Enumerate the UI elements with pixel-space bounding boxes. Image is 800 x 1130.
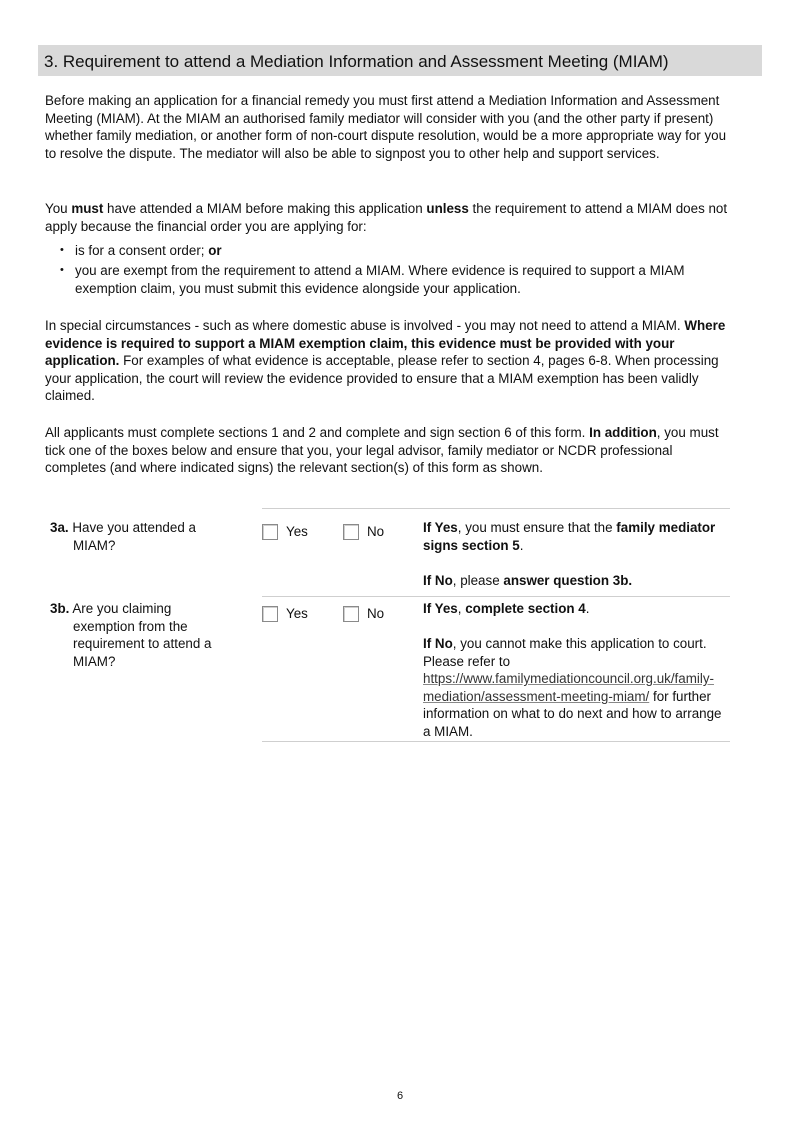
q3b-no-text: , you cannot make this application to court. Please refer to (423, 636, 707, 669)
question-3a (50, 519, 235, 554)
q3a-if-yes-instruction (423, 519, 733, 554)
intro-text: Before making an application for a financial remedy you must first attend a Mediation Information and Assessment Meeting (MIAM). At the MIAM an authorised family mediator will consider with you (and the other party if present) whether family mediation, or another form of non-court dispute resolution, would be a more appropriate way for you to resolve the dispute. The mediator will also be able to signpost you to other help and support services. (45, 93, 727, 161)
q3a-if-yes: If Yes (423, 520, 458, 535)
question-3b-number: 3b. (50, 601, 70, 616)
question-3a-label: Have you attended a (68, 520, 196, 535)
q3b-yes-text: , (457, 601, 466, 616)
table-mid-rule (262, 596, 730, 597)
q3a-yes-end: . (519, 537, 524, 553)
q3b-no-text-2: for further information on what to do next and how to arrange a MIAM. (423, 688, 722, 739)
table-top-rule (262, 508, 730, 509)
special-text-1: In special circumstances - such as where domestic abuse is involved - you may not need to attend a MIAM. (45, 318, 685, 333)
must-paragraph (45, 200, 735, 235)
q3b-if-no-instruction (423, 635, 723, 740)
q3b-yes-label: Yes (286, 606, 308, 621)
q3b-yes-end: . (585, 601, 590, 616)
special-circumstances-paragraph (45, 317, 735, 405)
question-3a-label-cont: MIAM? (73, 537, 116, 553)
q3a-yes-option[interactable] (262, 523, 308, 540)
page-number: 6 (396, 1090, 404, 1102)
bullet-consent-order (60, 242, 735, 260)
q3b-yes-bold: complete section 4 (465, 601, 586, 616)
intro-paragraph (45, 92, 735, 162)
in-addition-bold: In addition (589, 425, 657, 440)
q3a-no-option[interactable] (343, 523, 384, 540)
q3b-if-no: If No (423, 636, 453, 651)
q3a-yes-checkbox[interactable] (262, 524, 278, 540)
applicants-text-2: , you must tick one of the boxes below and ensure that you, your legal advisor, family mediator or NCDR professional completes (and where indicated signs) the relevant section(s) of this form as shown. (45, 425, 719, 475)
bullet-1-text: is for a consent order; (75, 243, 209, 258)
bullet-1-bold: or (208, 243, 222, 258)
q3a-yes-bold: family mediator signs section 5 (423, 520, 716, 553)
table-bottom-rule (262, 741, 730, 742)
q3b-yes-checkbox[interactable] (262, 606, 278, 622)
bullet-2-text: you are exempt from the requirement to attend a MIAM. Where evidence is required to support a MIAM exemption claim, you must submit this evidence alongside your application. (75, 263, 685, 296)
q3a-yes-label: Yes (286, 524, 308, 539)
section-title: 3. Requirement to attend a Mediation Information and Assessment Meeting (MIAM) (38, 45, 762, 76)
miam-info-link[interactable]: https://www.familymediationcouncil.org.uk/family-mediation/assessment-meeting-miam/ (423, 671, 714, 704)
q3b-if-yes-instruction (423, 600, 733, 618)
question-3b-label-cont: exemption from the requirement to attend a MIAM? (73, 618, 212, 669)
must-text-3: the requirement to attend a MIAM does not apply because the financial order you are applying for: (45, 201, 728, 234)
q3a-yes-text: , you must ensure that the (457, 520, 617, 535)
q3a-no-bold: answer question 3b. (503, 573, 633, 588)
applicants-paragraph (45, 424, 735, 477)
question-3a-number: 3a. (50, 520, 69, 535)
q3b-if-yes: If Yes (423, 601, 458, 616)
q3a-if-no-instruction (423, 572, 733, 590)
question-3b (50, 600, 235, 670)
q3a-if-no: If No (423, 573, 453, 588)
q3a-no-checkbox[interactable] (343, 524, 359, 540)
q3a-no-label: No (367, 524, 385, 539)
exemption-bullet-list (60, 242, 735, 300)
q3b-no-checkbox[interactable] (343, 606, 359, 622)
unless-bold: unless (426, 201, 469, 216)
must-text-1: You (45, 201, 72, 216)
special-text-2: For examples of what evidence is acceptable, please refer to section 4, pages 6-8. When processing your application, the court will review the evidence provided to ensure that a MIAM exemption has been validly claimed. (45, 353, 719, 403)
applicants-text-1: All applicants must complete sections 1 and 2 and complete and sign section 6 of this form. (45, 425, 590, 440)
q3b-yes-option[interactable] (262, 605, 308, 622)
q3b-no-option[interactable] (343, 605, 384, 622)
q3b-no-label: No (367, 606, 385, 621)
must-text-2: have attended a MIAM before making this application (103, 201, 427, 216)
q3a-no-text: , please (452, 573, 504, 588)
bullet-exempt (60, 262, 735, 297)
must-bold: must (71, 201, 104, 216)
special-bold: Where evidence is required to support a MIAM exemption claim, this evidence must be provided with your application. (45, 318, 726, 368)
question-3b-label: Are you claiming (69, 601, 172, 616)
